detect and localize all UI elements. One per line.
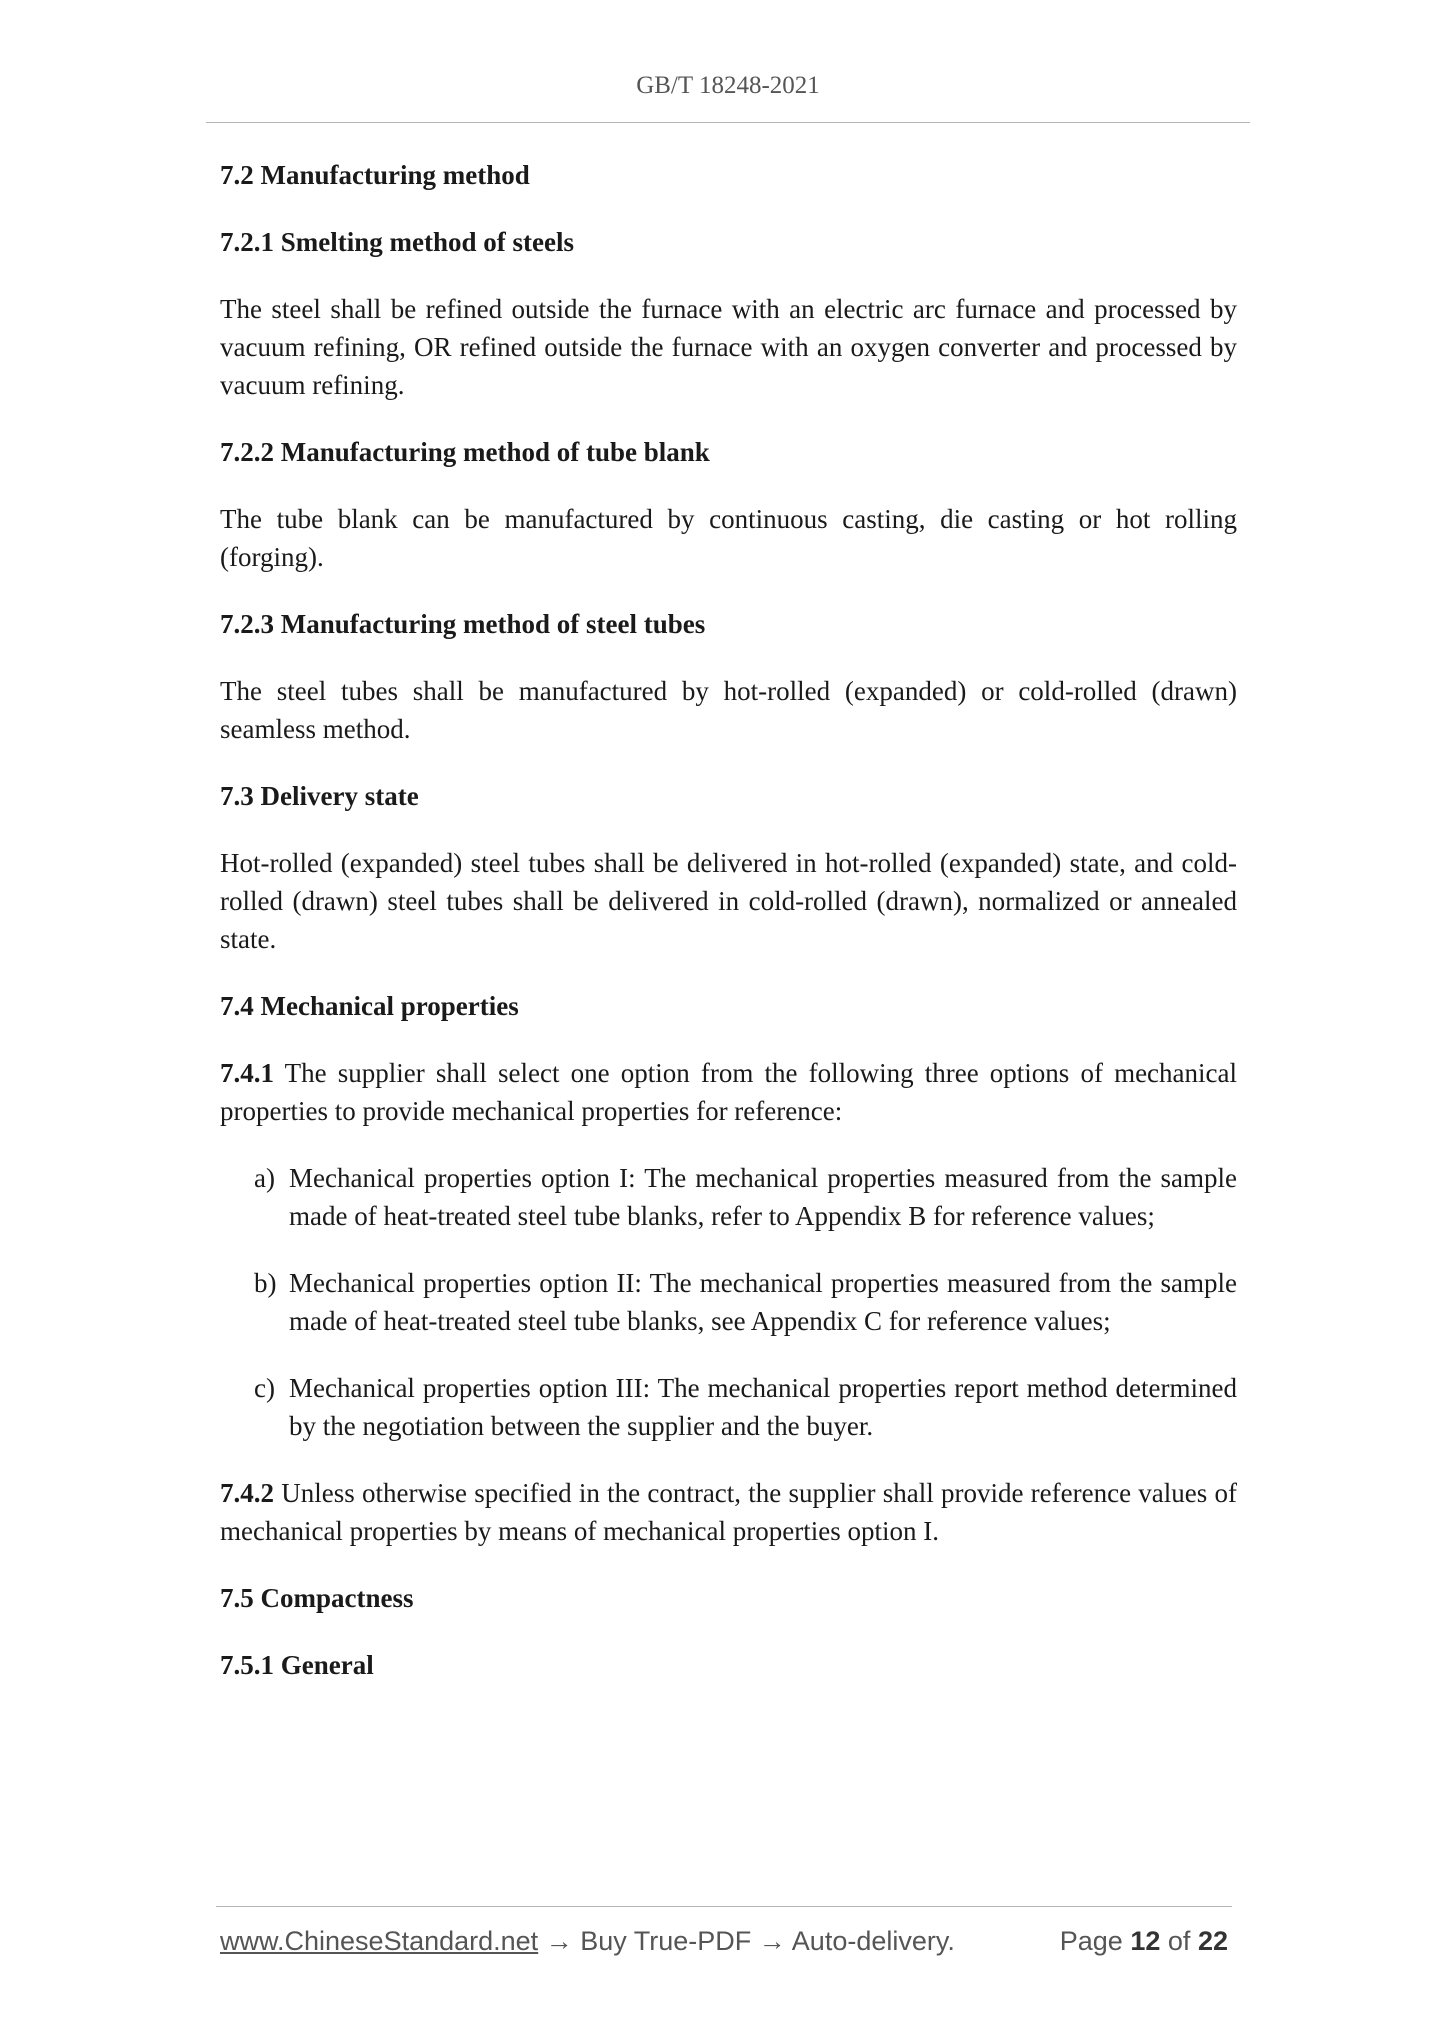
arrow-icon: → [545, 1926, 573, 1956]
heading-7-4: 7.4 Mechanical properties [220, 991, 519, 1021]
clause-number-7-4-1: 7.4.1 [220, 1058, 274, 1088]
paragraph-7-2-1: The steel shall be refined outside the furnace with an electric arc furnace and processed by vacuum refining, OR refined outside the furnace with an oxygen converter and processed by vacuum refining. [220, 294, 1237, 400]
of-label: of [1167, 1926, 1191, 1956]
list-item-option-c [254, 1369, 1237, 1445]
clause-text-7-4-2: Unless otherwise specified in the contract, the supplier shall provide reference values of mechanical properties by means of mechanical properties option I. [220, 1478, 1238, 1546]
list-item-text: Mechanical properties option III: The mechanical properties report method determined by the negotiation between the supplier and the buyer. [289, 1373, 1237, 1441]
website-link[interactable]: www.ChineseStandard.net [220, 1926, 539, 1956]
paragraph-7-2-2: The tube blank can be manufactured by continuous casting, die casting or hot rolling (forging). [220, 504, 1237, 572]
arrow-icon: → [758, 1926, 786, 1956]
heading-7-5: 7.5 Compactness [220, 1583, 414, 1613]
paragraph-7-4-2 [220, 1474, 1237, 1550]
heading-7-2-1: 7.2.1 Smelting method of steels [220, 227, 574, 257]
paragraph-7-3: Hot-rolled (expanded) steel tubes shall be delivered in hot-rolled (expanded) state, and cold-rolled (drawn) steel tubes shall be delivered in cold-rolled (drawn), normalized or annealed state. [220, 848, 1237, 954]
heading-7-2: 7.2 Manufacturing method [220, 160, 530, 190]
header-divider [206, 122, 1250, 123]
delivery-text: Auto-delivery. [791, 1926, 955, 1956]
list-marker: c) [254, 1373, 275, 1403]
heading-7-3: 7.3 Delivery state [220, 781, 419, 811]
document-body [220, 156, 1237, 1713]
list-marker: b) [254, 1268, 277, 1298]
paragraph-7-4-1 [220, 1054, 1237, 1130]
heading-7-5-1: 7.5.1 General [220, 1650, 374, 1680]
heading-7-2-3: 7.2.3 Manufacturing method of steel tubes [220, 609, 706, 639]
list-marker: a) [254, 1163, 275, 1193]
footer-divider [216, 1906, 1232, 1907]
page-total: 22 [1197, 1926, 1228, 1956]
page-label: Page [1059, 1926, 1123, 1956]
paragraph-7-2-3: The steel tubes shall be manufactured by hot-rolled (expanded) or cold-rolled (drawn) seamless method. [220, 676, 1237, 744]
list-item-option-a [254, 1159, 1237, 1235]
clause-text-7-4-1: The supplier shall select one option from the following three options of mechanical properties to provide mechanical properties for reference: [220, 1058, 1237, 1126]
clause-number-7-4-2: 7.4.2 [220, 1478, 274, 1508]
page-number: 12 [1130, 1926, 1161, 1956]
list-item-option-b [254, 1264, 1237, 1340]
footer-promo [220, 1926, 955, 1957]
page-header: GB/T 18248-2021 [636, 72, 820, 99]
heading-7-2-2: 7.2.2 Manufacturing method of tube blank [220, 437, 710, 467]
list-item-text: Mechanical properties option II: The mechanical properties measured from the sample made of heat-treated steel tube blanks, see Appendix C for reference values; [289, 1268, 1237, 1336]
buy-text: Buy True-PDF [580, 1926, 752, 1956]
page-indicator [1060, 1926, 1228, 1957]
list-item-text: Mechanical properties option I: The mechanical properties measured from the sample made of heat-treated steel tube blanks, refer to Appendix B for reference values; [289, 1163, 1237, 1231]
